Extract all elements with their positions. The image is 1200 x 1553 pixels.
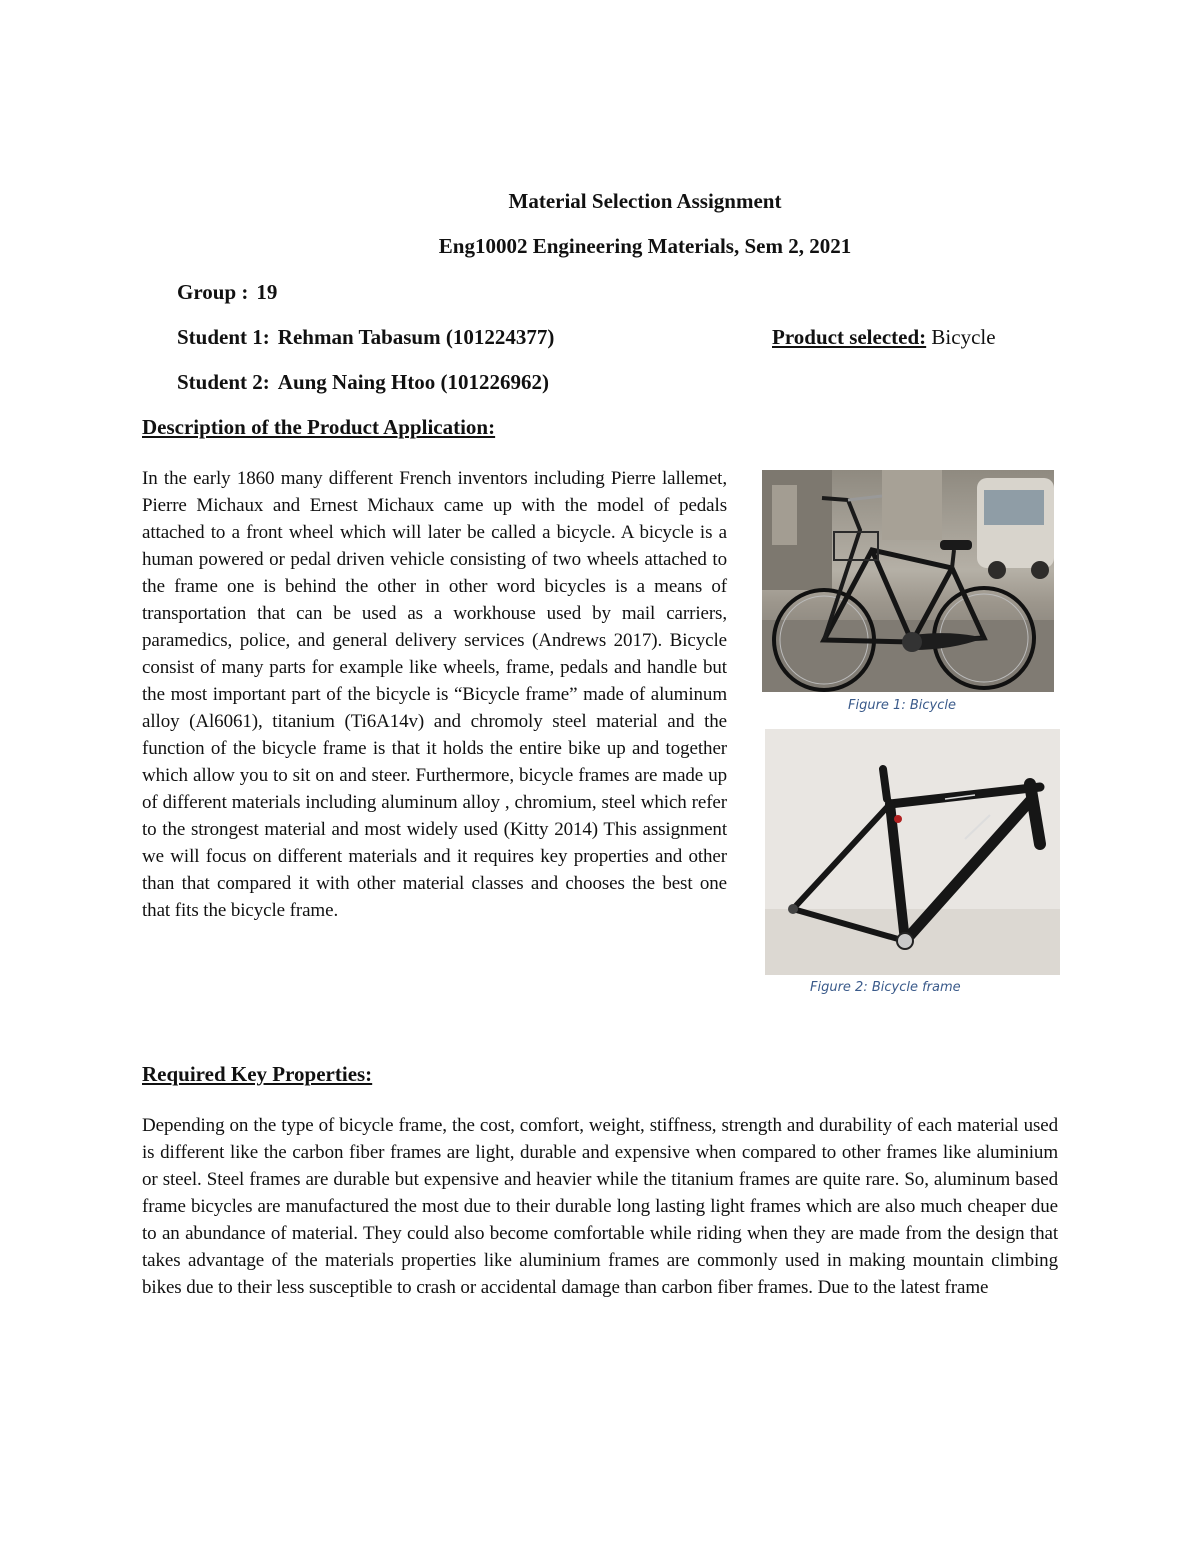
student-2-label: Student 2:	[177, 370, 270, 394]
description-paragraph: In the early 1860 many different French inventors including Pierre lallemet, Pierre Michaux and Ernest Michaux came up with the model of pedals attached to a front wheel which will later be called a bicycle. A bicycle is a human powered or pedal driven vehicle consisting of two wheels attached to the frame one is behind the other in other word bicycles is a means of transportation that can be used as a workhouse used by mail carriers, paramedics, police, and general delivery services (Andrews 2017). Bicycle consist of many parts for example like wheels, frame, pedals and handle but the most important part of the bicycle is “Bicycle frame” made of aluminum alloy (Al6061), titanium (Ti6A14v) and chromoly steel material and the function of the bicycle frame is that it holds the entire bike up and together which allow you to sit on and steer. Furthermore, bicycle frames are made up of different materials including aluminum alloy , chromium, steel which refer to the strongest material and most widely used (Kitty 2014) This assignment we will focus on different materials and it requires key properties and other than that compared it with other material classes and chooses the best one that fits the bicycle frame.	[142, 468, 727, 921]
student-2-value: Aung Naing Htoo (101226962)	[277, 370, 550, 394]
product-selected-line	[772, 325, 996, 350]
description-heading: Description of the Product Application:	[142, 415, 496, 439]
student-1-label: Student 1:	[177, 325, 270, 349]
student-1-line	[177, 325, 554, 350]
course-subtitle: Eng10002 Engineering Materials, Sem 2, 2021	[438, 234, 852, 258]
group-label: Group :	[177, 280, 249, 304]
group-line	[177, 280, 277, 305]
bicycle-photo	[762, 470, 1054, 692]
requirements-heading: Required Key Properties:	[142, 1062, 373, 1086]
product-selected-label: Product selected:	[772, 325, 927, 349]
requirements-paragraph: Depending on the type of bicycle frame, the cost, comfort, weight, stiffness, strength and durability of each material used is different like the carbon fiber frames are light, durable and expensive when compared to other frames like aluminium or steel. Steel frames are durable but expensive and heavier while the titanium frames are quite rare. So, aluminum based frame bicycles are manufactured the most due to their durable long lasting light frames which are also much cheaper due to an abundance of material. They could also become comfortable while riding when they are made from the design that takes advantage of the materials properties like aluminium frames are commonly used in making mountain climbing bikes due to their less susceptible to crash or accidental damage than carbon fiber frames. Due to the latest frame	[142, 1115, 1058, 1298]
group-value: 19	[256, 280, 278, 304]
product-selected-value: Bicycle	[931, 325, 996, 349]
bicycle-frame-photo	[765, 729, 1060, 975]
document-title: Material Selection Assignment	[508, 189, 782, 213]
student-1-value: Rehman Tabasum (101224377)	[277, 325, 555, 349]
figure-1-caption: Figure 1: Bicycle	[848, 698, 956, 713]
figure-2-caption: Figure 2: Bicycle frame	[810, 980, 961, 995]
student-2-line	[177, 370, 549, 395]
